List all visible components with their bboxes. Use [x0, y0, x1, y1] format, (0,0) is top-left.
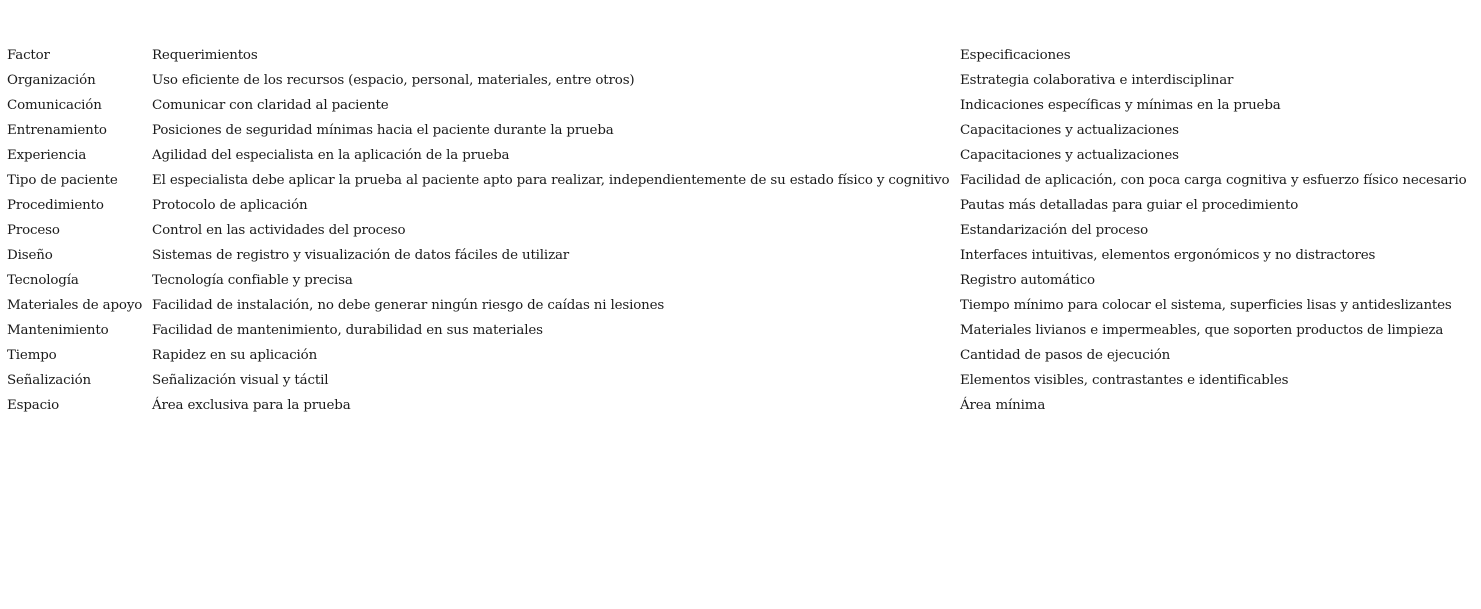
- cell-requirements: Sistemas de registro y visualización de datos fáciles de utilizar: [152, 248, 570, 263]
- cell-requirements: Comunicar con claridad al paciente: [152, 98, 389, 113]
- cell-specifications: Elementos visibles, contrastantes e identificables: [960, 373, 1289, 388]
- cell-specifications: Interfaces intuitivas, elementos ergonómicos y no distractores: [960, 248, 1376, 263]
- cell-requirements: Área exclusiva para la prueba: [152, 398, 351, 413]
- cell-requirements: Señalización visual y táctil: [152, 373, 329, 388]
- cell-factor: Tiempo: [7, 348, 57, 363]
- cell-factor: Procedimiento: [7, 198, 104, 213]
- cell-requirements: Tecnología confiable y precisa: [152, 273, 353, 288]
- cell-factor: Proceso: [7, 223, 60, 238]
- cell-requirements: Rapidez en su aplicación: [152, 348, 318, 363]
- cell-specifications: Facilidad de aplicación, con poca carga cognitiva y esfuerzo físico necesario: [960, 173, 1467, 188]
- header-specifications: Especificaciones: [960, 48, 1071, 63]
- cell-factor: Organización: [7, 73, 96, 88]
- cell-factor: Mantenimiento: [7, 323, 109, 338]
- header-requirements: Requerimientos: [152, 48, 258, 63]
- cell-requirements: Posiciones de seguridad mínimas hacia el paciente durante la prueba: [152, 123, 614, 138]
- cell-specifications: Tiempo mínimo para colocar el sistema, superficies lisas y antideslizantes: [960, 298, 1452, 313]
- cell-specifications: Área mínima: [960, 398, 1046, 413]
- cell-specifications: Capacitaciones y actualizaciones: [960, 123, 1179, 138]
- cell-factor: Experiencia: [7, 148, 87, 163]
- cell-requirements: Facilidad de instalación, no debe generar ningún riesgo de caídas ni lesiones: [152, 298, 665, 313]
- cell-factor: Espacio: [7, 398, 59, 413]
- cell-requirements: Uso eficiente de los recursos (espacio, personal, materiales, entre otros): [152, 73, 635, 88]
- cell-specifications: Cantidad de pasos de ejecución: [960, 348, 1171, 363]
- cell-specifications: Indicaciones específicas y mínimas en la prueba: [960, 98, 1281, 113]
- cell-factor: Entrenamiento: [7, 123, 107, 138]
- cell-factor: Diseño: [7, 248, 53, 263]
- cell-specifications: Estrategia colaborativa e interdisciplinar: [960, 73, 1234, 88]
- cell-specifications: Registro automático: [960, 273, 1095, 288]
- cell-factor: Tecnología: [7, 273, 79, 288]
- cell-specifications: Capacitaciones y actualizaciones: [960, 148, 1179, 163]
- cell-factor: Tipo de paciente: [7, 173, 118, 188]
- cell-factor: Comunicación: [7, 98, 102, 113]
- cell-specifications: Pautas más detalladas para guiar el procedimiento: [960, 198, 1299, 213]
- cell-requirements: Control en las actividades del proceso: [152, 223, 406, 238]
- cell-requirements: Agilidad del especialista en la aplicación de la prueba: [152, 148, 510, 163]
- cell-specifications: Materiales livianos e impermeables, que soporten productos de limpieza: [960, 323, 1444, 338]
- cell-requirements: Protocolo de aplicación: [152, 198, 308, 213]
- cell-specifications: Estandarización del proceso: [960, 223, 1149, 238]
- cell-requirements: El especialista debe aplicar la prueba al paciente apto para realizar, independientemente de su estado físico y cognitivo: [152, 173, 950, 188]
- cell-requirements: Facilidad de mantenimiento, durabilidad en sus materiales: [152, 323, 543, 338]
- cell-factor: Señalización: [7, 373, 91, 388]
- header-factor: Factor: [7, 48, 50, 63]
- cell-factor: Materiales de apoyo: [7, 298, 143, 313]
